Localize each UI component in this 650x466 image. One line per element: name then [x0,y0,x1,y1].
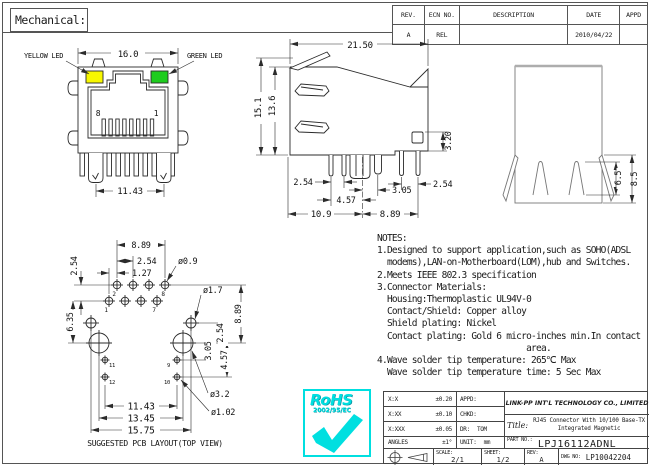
dim-pcb-top-span: 8.89 [131,241,151,251]
unit-value: mm [483,439,491,446]
dim-pcb-b2: 13.45 [127,413,155,425]
sheet-value: 1/2 [496,456,510,464]
pin8-label: 8 [95,109,101,118]
tol-label: X:XXX [388,425,405,433]
rev-value: A [539,456,544,464]
emi-finger [295,121,329,133]
rohs-title: RoHS [310,391,353,409]
notes-line: Wave solder tip temperature time: 5 Sec Max [377,367,601,379]
dwg-label: DWG NO: [561,454,581,460]
col-desc: DESCRIPTION [460,6,569,24]
pin1-label: 1 [153,109,159,118]
part-number-cell [504,436,649,448]
part-number: LPJ16112ADNL [537,439,617,448]
notes-block [377,233,649,379]
dim-pcb-ext1: 3.05 [204,341,214,361]
dim-front-pin-span: 11.43 [117,187,143,197]
dim-pcb-b3: 15.75 [127,425,155,437]
dim-side-tab: 3.20 [444,131,454,151]
pcb-pin7-label: 7 [152,307,156,314]
desc-value [460,25,569,44]
rev-cell [524,448,558,465]
ecn-value: REL [425,25,460,44]
dwg-number: LP10042204 [585,452,631,462]
tol-label: X:X [388,395,398,403]
revision-table-header [393,6,647,25]
tol-value: ±0.20 [435,395,452,403]
pcb-layout [10,230,262,460]
dim-side-right-span: 8.89 [379,210,401,220]
mechanical-label: Mechanical: [15,13,86,27]
notes-line: 2.Meets IEEE 802.3 specification [377,269,537,281]
dim-side-pitch-a: 2.54 [293,178,313,188]
dim-side-height: 15.1 [254,97,264,119]
tolerance-row [384,392,456,406]
col-rev: REV. [393,6,425,24]
mechanical-label-box [10,8,88,32]
title-line1: RJ45 Connector With 10/100 Base-TX [533,418,645,424]
dim-rear-inner: 6.5 [614,170,624,186]
dim-pcb-right-gap: 2.54 [216,323,226,343]
drawing-title [504,414,649,436]
side-body-outline [290,52,428,179]
dim-pcb-right-span: 8.89 [234,304,244,324]
green-led-label: GREEN LED [187,52,223,60]
tol-value: ±1° [442,439,452,446]
pcb-pin1-label: 1 [104,307,108,314]
rohs-directive: 2002/95/EC [313,407,351,414]
tol-label: X:XX [388,410,402,418]
side-view [253,30,475,232]
scale-label: SCALE: [436,450,453,456]
rev-value: A [393,25,425,44]
rohs-checkmark-icon [306,413,370,455]
dim-side-pitch-b: 3.05 [392,186,412,196]
dia-led-label: ø1.7 [203,286,223,296]
pcb-pin12-label: 12 [109,380,116,386]
dim-pcb-offset: 1.27 [132,269,152,279]
notes-line: area. [377,342,551,354]
dr-value: TOM [476,425,487,433]
notes-line: 3.Connector Materials: [377,281,487,293]
dim-side-width: 21.50 [347,41,373,51]
pcb-pin9-label: 9 [166,363,170,369]
pcb-holes [83,279,199,382]
dwg-no-cell [558,448,649,465]
emi-finger [295,84,329,96]
col-ecn: ECN NO. [425,6,460,24]
notes-line: Contact plating: Gold 6 micro-inches min.In contact [377,330,641,342]
tol-label: ANGLES [388,439,408,446]
sheet-cell [481,448,524,465]
notes-line: Shield plating: Nickel [377,318,497,330]
green-led [151,71,168,83]
dim-pcb-ext2: 4.57 [220,350,230,370]
appd-label: APPD: [460,395,477,403]
company-name: LINK-PP INT'L TECHNOLOGY CO., LIMITED [504,392,649,414]
dr-label: DR: [460,425,470,433]
yellow-led [86,71,103,83]
notes-line: modems),LAN-on-Motherboard(LOM),hub and Switches. [377,257,631,269]
scale-cell [433,448,481,465]
dim-side-body-height: 13.6 [268,95,278,117]
notes-line: 4.Wave solder tip temperature: 265℃ Max [377,355,576,367]
dia-ext-label: ø1.02 [211,408,236,418]
col-appd: APPD [626,11,641,19]
projection-symbol-cell [384,448,433,465]
approval-row [456,421,504,436]
pcb-caption: SUGGESTED PCB LAYOUT(TOP VIEW) [87,439,223,448]
pcb-pin10-label: 10 [163,380,170,386]
notes-line: Housing:Thermoplastic UL94V-0 [377,294,532,306]
notes-line: NOTES: [377,233,407,244]
title-line2: Integrated Magnetic [557,425,621,432]
front-view [10,40,245,230]
dim-side-pitch-c: 4.57 [336,196,356,206]
dim-pcb-led-drop: 6.35 [66,312,76,332]
part-label: PART NO.: [507,437,533,443]
third-angle-projection-icon [384,449,431,465]
shield-hole [412,132,423,143]
dim-pcb-b1: 11.43 [127,401,155,413]
title-label: Title: [507,421,529,430]
approval-row [456,406,504,421]
approval-row [456,436,504,448]
yellow-led-label: YELLOW LED [24,52,64,60]
rohs-logo [303,389,371,457]
dim-pcb-row-gap: 2.54 [70,256,80,276]
rear-view [492,45,648,217]
dim-front-width: 16.0 [117,50,139,60]
unit-label: UNIT: [460,439,477,446]
approval-row [456,392,504,406]
sheet-label: SHEET: [484,450,501,456]
appd-value [620,25,647,44]
rev-label: REV: [527,450,539,456]
notes-line: Contact/Shield: Copper alloy [377,306,527,318]
title-block [383,391,648,464]
dim-side-pitch-d: 2.54 [433,180,453,190]
dim-side-left-span: 10.9 [310,210,332,220]
tolerance-row [384,406,456,421]
tolerance-row [384,421,456,436]
dia-shield-label: ø3.2 [210,390,230,400]
tol-value: ±0.05 [435,425,452,433]
tolerance-row [384,436,456,448]
notes-line: 1.Designed to support application,such as SOHO(ADSL [377,245,631,257]
pcb-pin11-label: 11 [109,363,116,369]
dim-rear-outer: 8.5 [630,171,640,187]
scale-value: 2/1 [451,456,464,464]
dia-signal-label: ø0.9 [178,257,198,267]
pcb-pin8-label: 8 [161,291,165,298]
pcb-pin2-label: 2 [112,291,116,298]
dim-pcb-pitch: 2.54 [137,257,157,267]
rear-body-outline [503,66,614,203]
col-date: DATE [568,6,620,24]
tol-value: ±0.10 [435,410,452,418]
chkd-label: CHKD: [460,410,477,418]
date-value: 2010/04/22 [568,25,620,44]
